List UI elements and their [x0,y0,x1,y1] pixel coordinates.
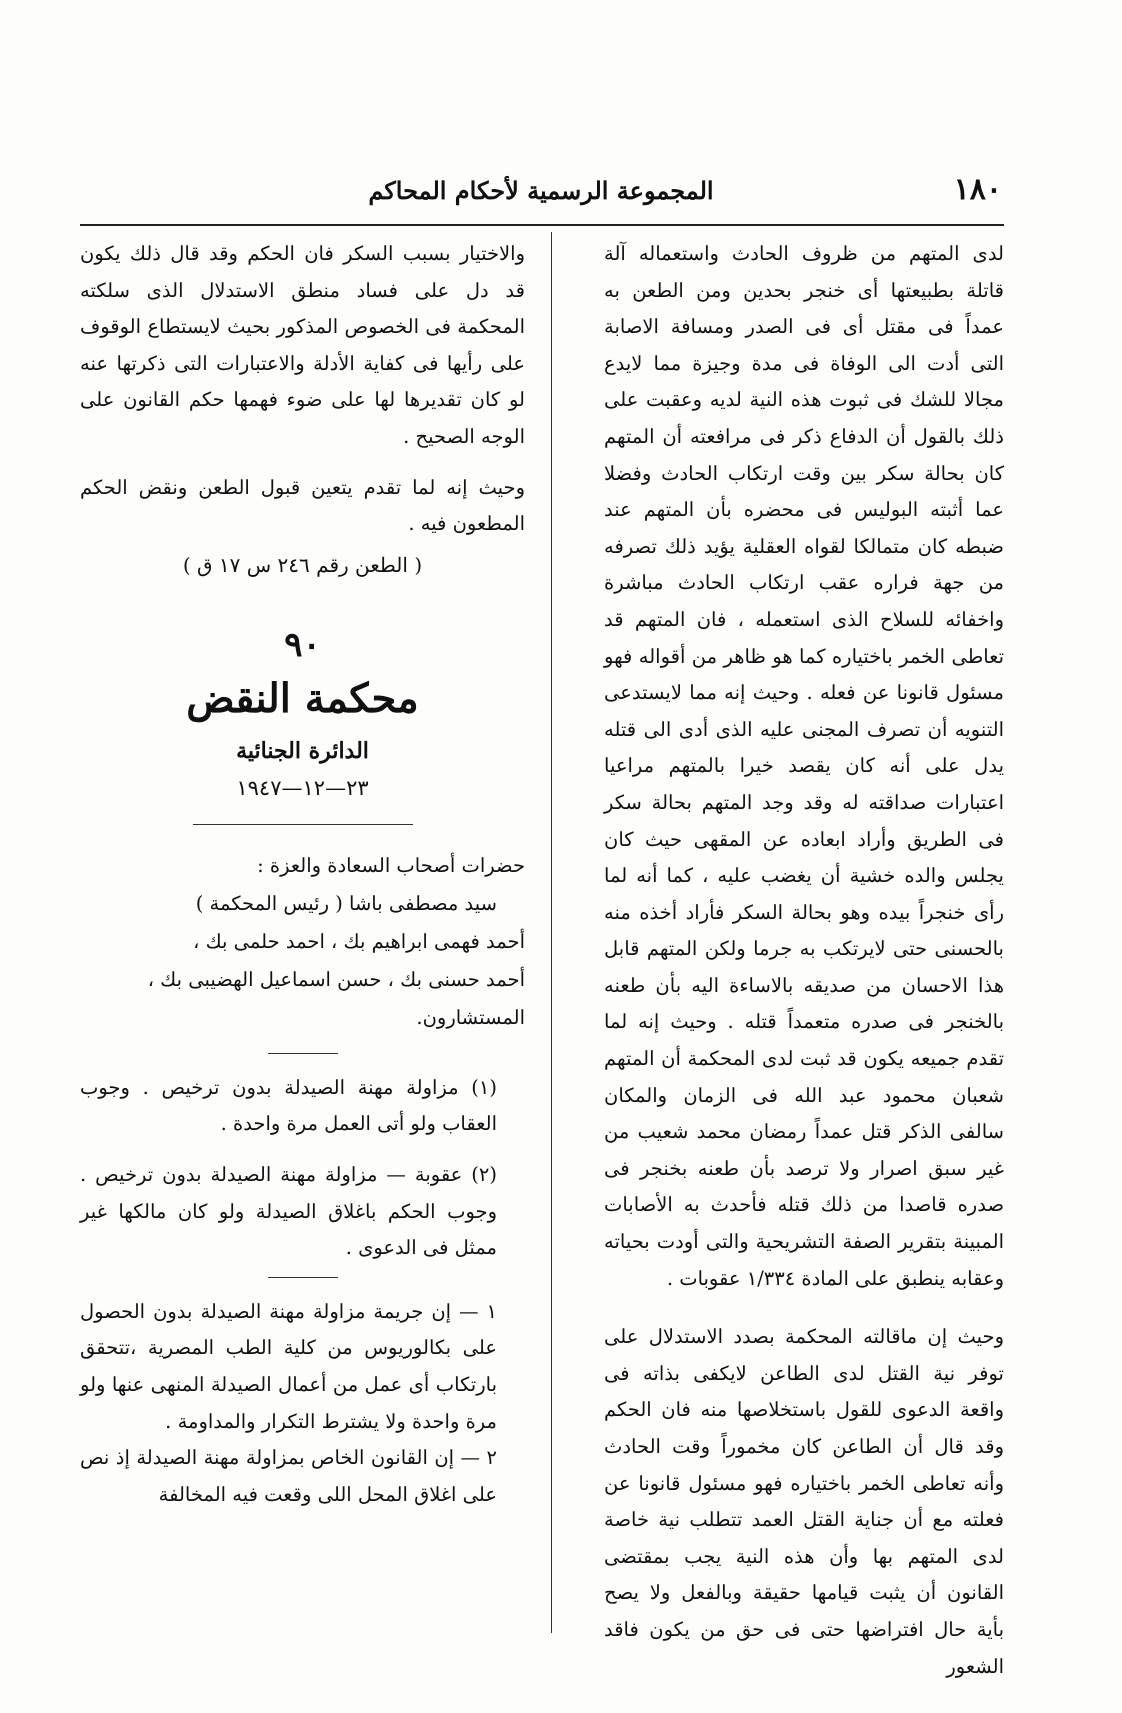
column-divider [551,232,552,1633]
body-paragraph: وحيث إن ماقالته المحكمة بصدد الاستدلال على توفر نية القتل لدى الطاعن لايكفى بذاته فى واقعة الدعوى للقول باستخلاصها منه فان الحكم وقد قال أن الطاعن كان مخموراً وقت الحادث وأنه تعاطى الخمر باختياره فهو مسئول قانونا عن فعلته مع أن جناية القتل العمد تتطلب نية خاصة لدى المتهم بها وأن هذه النية يجب بمقتضى القانون أن يثبت قيامها حقيقة وبالفعل ولا يصح بأية حال افتراضها حتى فى حق من يكون فاقد الشعور [604,1325,1004,1678]
headnote: (٢) عقوبة — مزاولة مهنة الصيدلة بدون ترخيص . وجوب الحكم باغلاق الصيدلة ولو كان مالكها غير ممثل فى الدعوى . [80,1162,497,1260]
ruling-date: ٢٣—١٢—١٩٤٧ [236,775,369,800]
header-rule [80,224,1004,226]
left-column [80,236,525,1513]
judge-line: سيد مصطفى باشا ( رئيس المحكمة ) [195,891,497,915]
division-name: الدائرة الجنائية [236,737,369,764]
judge-line: أحمد فهمى ابراهيم بك ، احمد حلمى بك ، [193,929,525,953]
judge-line: المستشارون. [416,1005,525,1029]
page-header [80,172,1002,212]
court-name: محكمة النقض [186,674,419,722]
body-paragraph: والاختيار بسبب السكر فان الحكم وقد قال ذلك يكون قد دل على فساد منطق الاستدلال الذى سلكته المحكمة فى الخصوص المذكور بحيث لايستطاع الوقوف على رأيها فى كفاية الأدلة والاعتبارات التى ذكرتها عنه لو كان تقديرها لها على ضوء فهمها حكم القانون على الوجه الصحيح . [80,242,525,448]
judges-intro: حضرات أصحاب السعادة والعزة : [257,853,525,877]
divider [268,1277,338,1278]
right-column [604,236,1004,1685]
appeal-reference: ( الطعن رقم ٢٤٦ س ١٧ ق ) [182,552,423,577]
legal-principle: ٢ — إن القانون الخاص بمزاولة مهنة الصيدلة إذ نص على اغلاق المحل اللى وقعت فيه المخالفة [80,1446,497,1506]
ruling-number: ٩٠ [284,624,321,665]
page-number: ١٨٠ [953,172,1002,207]
divider [268,1053,338,1054]
body-paragraph: وحيث إنه لما تقدم يتعين قبول الطعن ونقض الحكم المطعون فيه . [80,475,525,536]
headnote: (١) مزاولة مهنة الصيدلة بدون ترخيص . وجوب العقاب ولو أتى العمل مرة واحدة . [80,1075,497,1136]
running-title: المجموعة الرسمية لأحكام المحاكم [368,176,714,205]
divider [193,824,413,825]
judge-line: أحمد حسنى بك ، حسن اسماعيل الهضيبى بك ، [147,967,525,991]
legal-principle: ١ — إن جريمة مزاولة مهنة الصيدلة بدون الحصول على بكالوريوس من كلية الطب المصرية ،تتحقق بارتكاب أى عمل من أعمال الصيدلة المنهى عنها ولو مرة واحدة ولا يشترط التكرار والمداومة . [80,1299,497,1433]
body-paragraph: لدى المتهم من ظروف الحادث واستعماله آلة قاتلة بطبيعتها أى خنجر بحدين ومن الطعن به عمداً فى مقتل أى فى الصدر ومسافة الاصابة التى أدت الى الوفاة فى مدة وجيزة مما لايدع مجالا للشك فى ثبوت هذه النية لديه وعقبت على ذلك بالقول أن الدفاع ذكر فى مرافعته أن المتهم كان بحالة سكر بين وقت ارتكاب الحادث وفضلا عما أثبته البوليس فى محضره بأن المتهم عند ضبطه كان متمالكا لقواه العقلية يؤيد ذلك تصرفه من جهة فراره عقب ارتكاب الحادث مباشرة واخفائه للسلاح الذى استعمله ، فان المتهم قد تعاطى الخمر باختياره كما هو ظاهر من أقواله فهو مسئول قانونا عن فعله . وحيث إنه مما لايستدعى التنويه أن تصرف المجنى عليه الذى أدى الى قتله يدل على أنه كان يقصد خيرا بالمتهم مراعيا اعتبارات صداقته له وقد وجد المتهم بحالة سكر فى الطريق وأراد ابعاده عن المقهى حيث كان يجلس والده خشية أن يغضب عليه ، كما أنه لما رأى خنجراً بيده وهو بحالة السكر فأراد أخذه منه بالحسنى حتى لايرتكب به جرما ولكن المتهم قابل هذا الاحسان من صديقه بالاساءة اليه بأن طعنه بالخنجر فى صدره متعمداً قتله . وحيث إنه لما تقدم جميعه يكون قد ثبت لدى المحكمة أن المتهم شعبان محمود عبد الله فى الزمان والمكان سالفى الذكر قتل عمداً رمضان محمد شعيب من غير سبق اصرار ولا ترصد بأن طعنه بخنجر فى صدره قاصدا من ذلك قتله فأحدث به الأصابات المبينة بتقرير الصفة التشريحية والتى أودت بحياته وعقابه ينطبق على المادة ١/٣٣٤ عقوبات . [604,242,1004,1290]
